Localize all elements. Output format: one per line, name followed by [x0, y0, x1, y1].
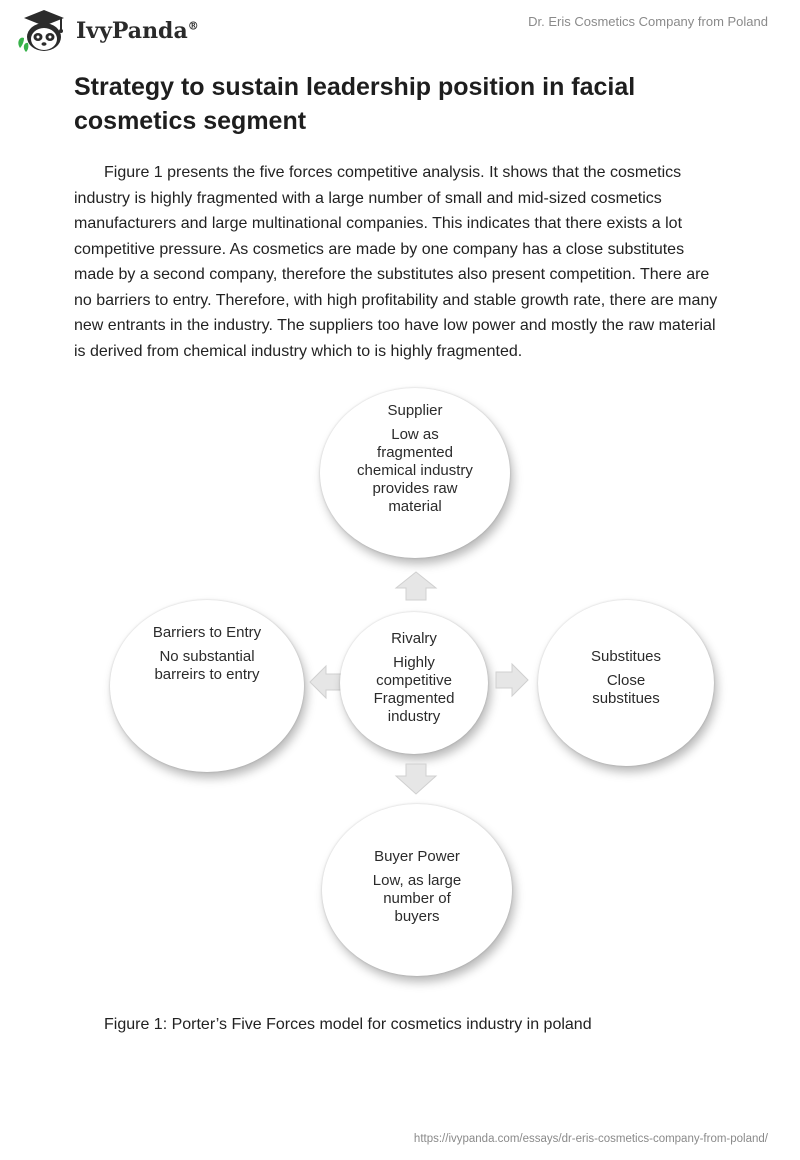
- rivalry-line: Highly: [393, 654, 435, 671]
- page-header: [0, 0, 800, 60]
- body-paragraph: Figure 1 presents the five forces competitive analysis. It shows that the cosmetics industry is highly fragmented with a large number of small and mid-sized cosmetics manufacturers and large multinational companies. This indicates that there exists a lot competitive pressure. As cosmetics are made by one company has a close substitutes made by a second company, therefore the substitutes also present competition. There are no barriers to entry. Therefore, with high profitability and stable growth rate, there are many new entrants in the industry. The suppliers too have low power and mostly the raw material is derived from chemical industry which to is highly fragmented.: [74, 164, 718, 360]
- buyer-title: Buyer Power: [374, 848, 460, 865]
- buyer-line: buyers: [394, 908, 440, 925]
- arrow-right-icon: [494, 660, 530, 700]
- source-url[interactable]: https://ivypanda.com/essays/dr-eris-cosmetics-company-from-poland/: [413, 1133, 768, 1145]
- supplier-line: Low as: [391, 426, 439, 443]
- substitutes-circle: [538, 600, 714, 766]
- barriers-line: No substantial: [159, 648, 255, 665]
- five-forces-diagram: [0, 380, 800, 1000]
- supplier-circle: [320, 388, 510, 558]
- rivalry-line: competitive: [376, 672, 452, 689]
- barriers-line: barreirs to entry: [154, 666, 260, 683]
- rivalry-circle: [340, 612, 488, 754]
- buyer-line: number of: [383, 890, 451, 907]
- arrow-up-icon: [392, 570, 440, 602]
- supplier-line: fragmented: [377, 444, 453, 461]
- rivalry-line: Fragmented: [373, 690, 455, 707]
- document-title: Dr. Eris Cosmetics Company from Poland: [528, 14, 768, 29]
- arrow-down-icon: [392, 762, 440, 796]
- supplier-line: material: [388, 498, 442, 515]
- rivalry-line: industry: [387, 708, 441, 725]
- brand-name: IvyPanda®: [76, 18, 199, 44]
- section-heading: Strategy to sustain leadership position in facial cosmetics segment: [74, 73, 636, 135]
- buyer-circle: [322, 804, 512, 976]
- arrow-left-icon: [308, 662, 344, 702]
- substitutes-line: Close: [606, 672, 646, 689]
- substitutes-title: Substitues: [590, 648, 662, 665]
- figure-caption: Figure 1: Porter’s Five Forces model for cosmetics industry in poland: [104, 1016, 592, 1033]
- buyer-line: Low, as large: [372, 872, 462, 889]
- supplier-line: chemical industry: [357, 462, 473, 479]
- barriers-title: Barriers to Entry: [152, 624, 262, 641]
- barriers-circle: [110, 600, 304, 772]
- substitutes-line: substitues: [592, 690, 660, 707]
- supplier-line: provides raw: [372, 480, 458, 497]
- brand-logo[interactable]: [14, 8, 204, 54]
- supplier-title: Supplier: [387, 402, 443, 419]
- panda-logo-icon: [14, 8, 72, 54]
- rivalry-title: Rivalry: [391, 630, 437, 647]
